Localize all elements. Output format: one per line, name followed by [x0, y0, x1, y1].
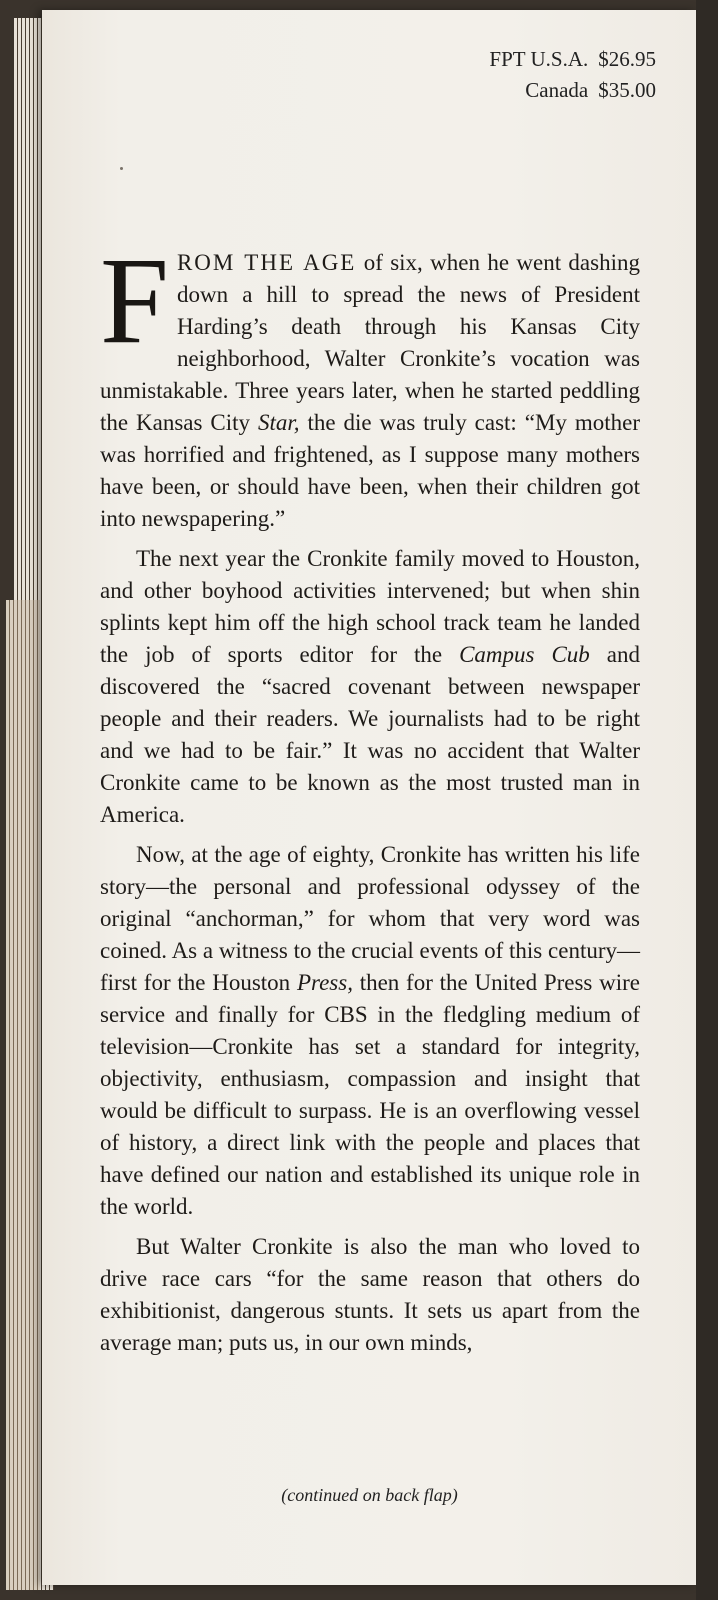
paragraph-4 — [100, 1231, 640, 1359]
paragraph-2-italic: Campus Cub — [459, 642, 590, 667]
price-block — [489, 44, 656, 106]
paragraph-2-text-a: The next year the Cronkite family moved to Houston, and other boyhood activities intervened; but when shin splints kept him off the high school track team he landed the job of sports editor for the — [100, 546, 640, 667]
background-strip — [696, 0, 718, 1600]
paragraph-3-text-b: then for the United Press wire service and finally for CBS in the fledgling medium of television—Cronkite has set a standard for integrity, objectivity, enthusiasm, compassion and insight that would be difficult to surpass. He is an overflowing vessel of history, a direct link with the people and places that have defined our nation and established its unique role in the world. — [100, 970, 641, 1219]
price-us-label: FPT U.S.A. — [489, 47, 589, 71]
price-canada — [489, 75, 656, 106]
opening-small-caps: ROM THE AGE — [176, 250, 357, 275]
paragraph-2 — [100, 543, 640, 831]
paragraph-1-text-a: of six, when he went dashing down a hill to spread the news of President Harding’s death through his Kansas City neighborhood, Walter Cronkite’s vocation was unmistakable. Three years later, when he started peddling the Kansas City — [100, 250, 640, 435]
paragraph-1-text-b: the die was truly cast: “My mother was horrified and frightened, as I suppose many mothers have been, or should have been, when their children got into newspapering.” — [100, 410, 640, 531]
paragraph-1 — [100, 232, 640, 535]
paragraph-3-italic: Press, — [296, 970, 353, 995]
paragraph-4-text-a: But Walter Cronkite is also the man who loved to drive race cars “for the same reason that others do exhibitionist, dangerous stunts. It sets us apart from the average man; puts us, in our own minds, — [100, 1234, 640, 1355]
paragraph-2-text-b: and discovered the “sacred covenant between newspaper people and their readers. We journalists had to be right and we had to be fair.” It was no accident that Walter Cronkite came to be known as the most trusted man in America. — [100, 642, 640, 827]
paragraph-3 — [100, 839, 640, 1223]
paragraph-1-italic: Star, — [257, 410, 300, 435]
price-us — [489, 44, 656, 75]
price-canada-label: Canada — [525, 78, 589, 102]
price-canada-value: $35.00 — [598, 78, 656, 102]
speck-mark — [120, 167, 123, 170]
continued-note: (continued on back flap) — [281, 1485, 458, 1505]
book-page-edges-lower — [6, 600, 40, 1590]
flap-copy — [100, 232, 641, 1367]
paragraph-3-text-a: Now, at the age of eighty, Cronkite has written his life story—the personal and professional odyssey of the original “anchorman,” for whom that very word was coined. As a witness to the crucial events of this century—first for the Houston — [100, 842, 640, 995]
price-us-value: $26.95 — [598, 47, 656, 71]
drop-cap: F — [100, 232, 169, 369]
